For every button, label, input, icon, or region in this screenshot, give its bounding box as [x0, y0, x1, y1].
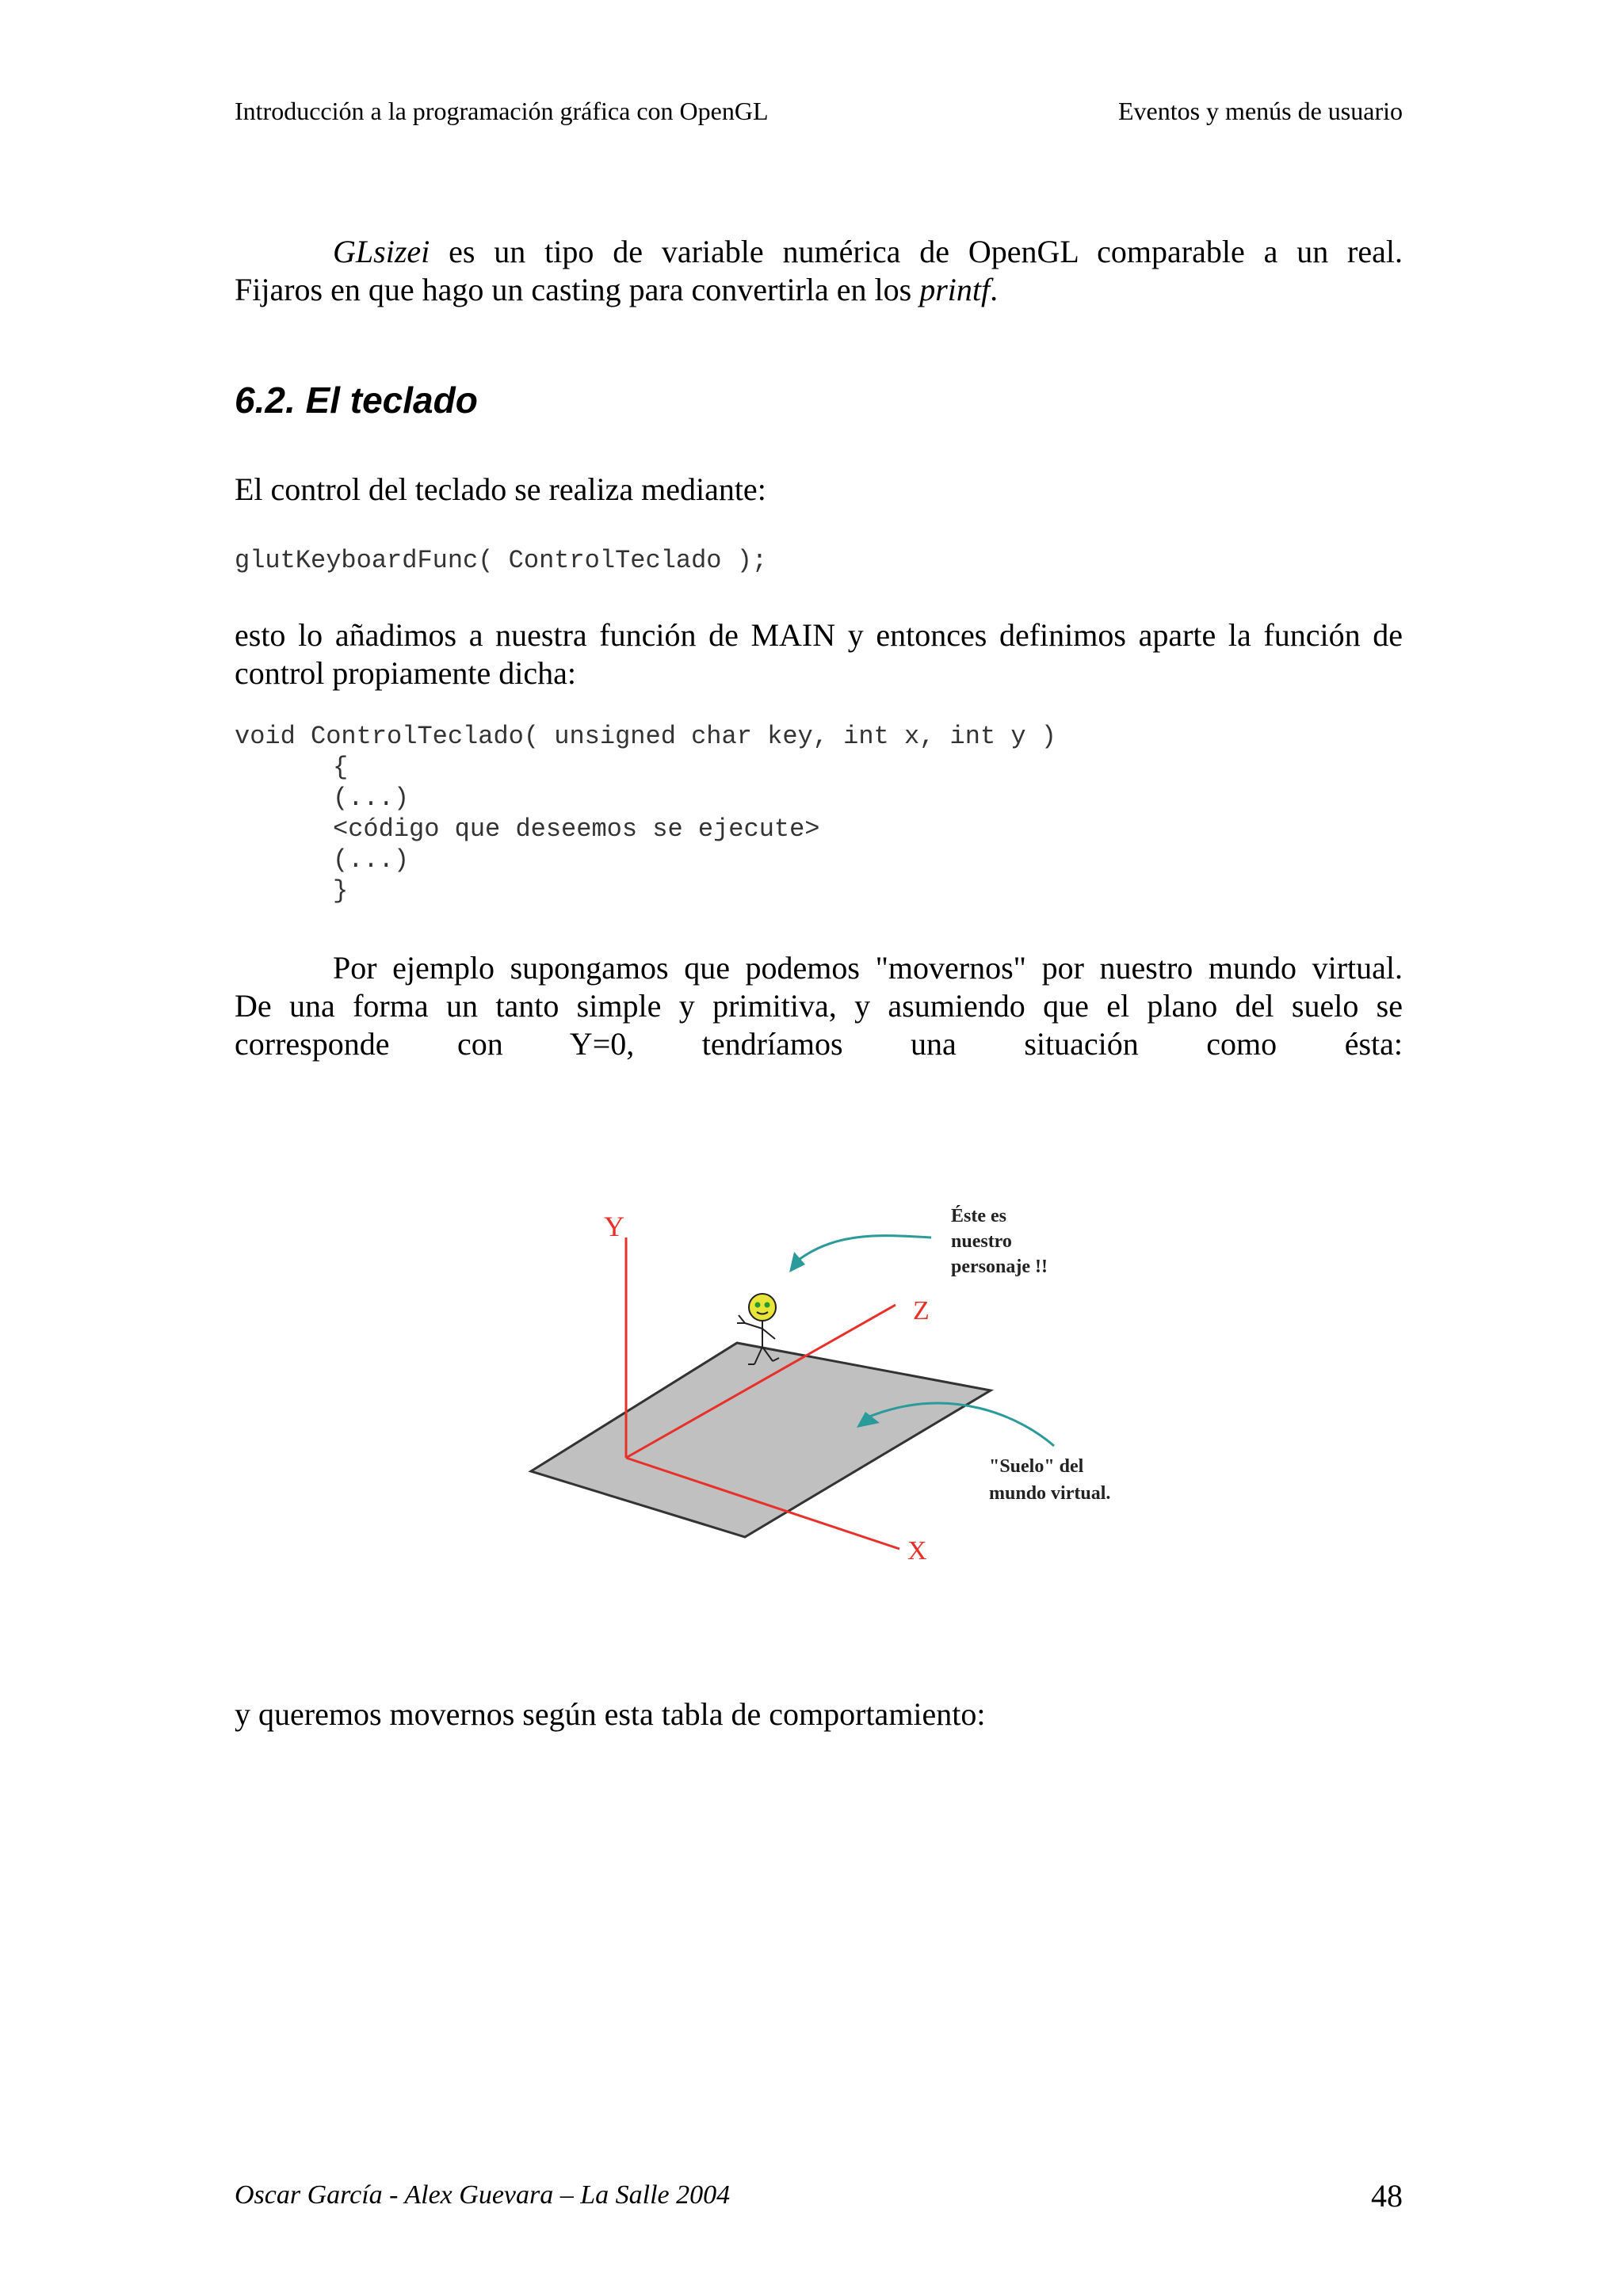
- running-header-left: Introducción a la programación gráfica con OpenGL: [235, 97, 769, 125]
- paragraph-example-line-1: Por ejemplo supongamos que podemos "movernos" por nuestro mundo virtual.: [333, 950, 1403, 986]
- code-line: (...): [333, 784, 410, 813]
- axis-x-label: X: [907, 1536, 927, 1566]
- code-line: {: [333, 753, 349, 782]
- paragraph-keyboard-control: El control del teclado se realiza mediante:: [235, 471, 766, 507]
- floor-axes-figure: [507, 1188, 1157, 1585]
- section-title: 6.2. El teclado: [235, 379, 478, 421]
- page-number: 48: [1371, 2178, 1403, 2214]
- intro-line-2: [235, 271, 1403, 309]
- paragraph-example-line-2: De una forma un tanto simple y primitiva, y asumiendo que el plano del suelo se: [235, 988, 1403, 1024]
- callout-character-text: [951, 1206, 1048, 1277]
- paragraph-main-line-2: control propiamente dicha:: [235, 655, 576, 691]
- callout-floor-text: [989, 1456, 1110, 1504]
- callout-floor-line: mundo virtual.: [989, 1483, 1111, 1504]
- callout-floor-line: "Suelo" del: [989, 1456, 1084, 1477]
- floor-plane: [531, 1343, 991, 1537]
- code-function-signature: void ControlTeclado( unsigned char key, int x, int y ): [235, 722, 1056, 751]
- axis-y-label: Y: [604, 1211, 624, 1242]
- intro-line-1-text: es un tipo de variable numérica de OpenGL comparable a un real.: [430, 234, 1403, 269]
- code-line: }: [333, 876, 349, 906]
- paragraph-behavior-table-intro: y queremos movernos según esta tabla de comportamiento:: [235, 1696, 986, 1732]
- paragraph-main-line-1: esto lo añadimos a nuestra función de MAIN y entonces definimos aparte la función de: [235, 617, 1403, 653]
- footer-authors: Oscar García - Alex Guevara – La Salle 2004: [235, 2180, 731, 2210]
- axis-z-label: Z: [913, 1296, 930, 1325]
- code-line: <código que deseemos se ejecute>: [333, 814, 820, 844]
- term-glsizei: GLsizei: [333, 234, 430, 269]
- code-glut-keyboard-func: glutKeyboardFunc( ControlTeclado );: [235, 546, 768, 575]
- callout-character-arrow: [799, 1236, 931, 1260]
- running-header-right: Eventos y menús de usuario: [1117, 97, 1403, 125]
- paragraph-example-line-3: corresponde con Y=0, tendríamos una situación como ésta:: [235, 1026, 1403, 1062]
- code-line: (...): [333, 845, 410, 875]
- intro-line-1: [235, 233, 1403, 271]
- intro-line-2-end: .: [990, 272, 999, 307]
- callout-character-line: nuestro: [951, 1231, 1012, 1252]
- callout-character-line: personaje !!: [951, 1257, 1048, 1277]
- arrowhead-icon: [789, 1252, 805, 1272]
- intro-line-2-text: Fijaros en que hago un casting para convertirla en los: [235, 272, 920, 307]
- callout-character-line: Éste es: [951, 1206, 1006, 1226]
- term-printf: printf: [919, 272, 991, 307]
